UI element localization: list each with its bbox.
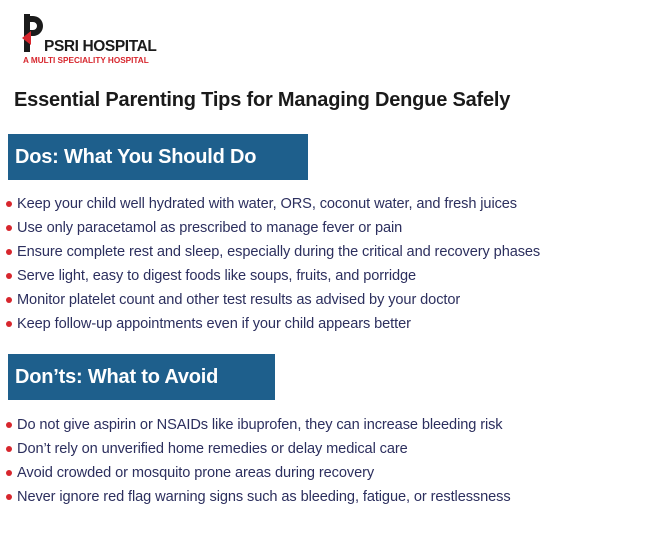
donts-section-heading: Don’ts: What to Avoid (8, 354, 275, 400)
page-title: Essential Parenting Tips for Managing Dengue Safely (14, 89, 511, 111)
dos-section-heading: Dos: What You Should Do (8, 134, 308, 180)
dos-list-item (6, 312, 540, 336)
donts-item-text: Don’t rely on unverified home remedies or delay medical care (17, 441, 408, 457)
hospital-name: PSRI HOSPITAL (44, 38, 157, 55)
donts-list-item (6, 437, 511, 461)
bullet-icon (6, 494, 12, 500)
hospital-tagline: A MULTI SPECIALITY HOSPITAL (23, 56, 149, 65)
dos-item-text: Use only paracetamol as prescribed to manage fever or pain (17, 220, 403, 236)
bullet-icon (6, 273, 12, 279)
dos-list-item (6, 288, 540, 312)
dos-list-item (6, 192, 540, 216)
dos-list-item (6, 264, 540, 288)
bullet-icon (6, 422, 12, 428)
bullet-icon (6, 249, 12, 255)
donts-item-text: Never ignore red flag warning signs such as bleeding, fatigue, or restlessness (17, 489, 511, 505)
dos-item-text: Keep your child well hydrated with water, ORS, coconut water, and fresh juices (17, 196, 517, 212)
bullet-icon (6, 321, 12, 327)
dos-item-text: Keep follow-up appointments even if your child appears better (17, 316, 411, 332)
dos-list-item (6, 240, 540, 264)
bullet-icon (6, 446, 12, 452)
psri-logo-mark-icon (22, 14, 44, 52)
bullet-icon (6, 201, 12, 207)
bullet-icon (6, 225, 12, 231)
dos-list-item (6, 216, 540, 240)
bullet-icon (6, 297, 12, 303)
dos-item-text: Ensure complete rest and sleep, especially during the critical and recovery phases (17, 244, 541, 260)
donts-item-text: Do not give aspirin or NSAIDs like ibuprofen, they can increase bleeding risk (17, 417, 503, 433)
hospital-logo (22, 14, 182, 66)
donts-item-text: Avoid crowded or mosquito prone areas during recovery (17, 465, 375, 481)
dos-item-text: Monitor platelet count and other test results as advised by your doctor (17, 292, 461, 308)
donts-list-item (6, 485, 511, 509)
donts-list (6, 413, 511, 509)
donts-list-item (6, 413, 511, 437)
bullet-icon (6, 470, 12, 476)
dos-item-text: Serve light, easy to digest foods like soups, fruits, and porridge (17, 268, 417, 284)
dos-list (6, 192, 540, 336)
donts-list-item (6, 461, 511, 485)
